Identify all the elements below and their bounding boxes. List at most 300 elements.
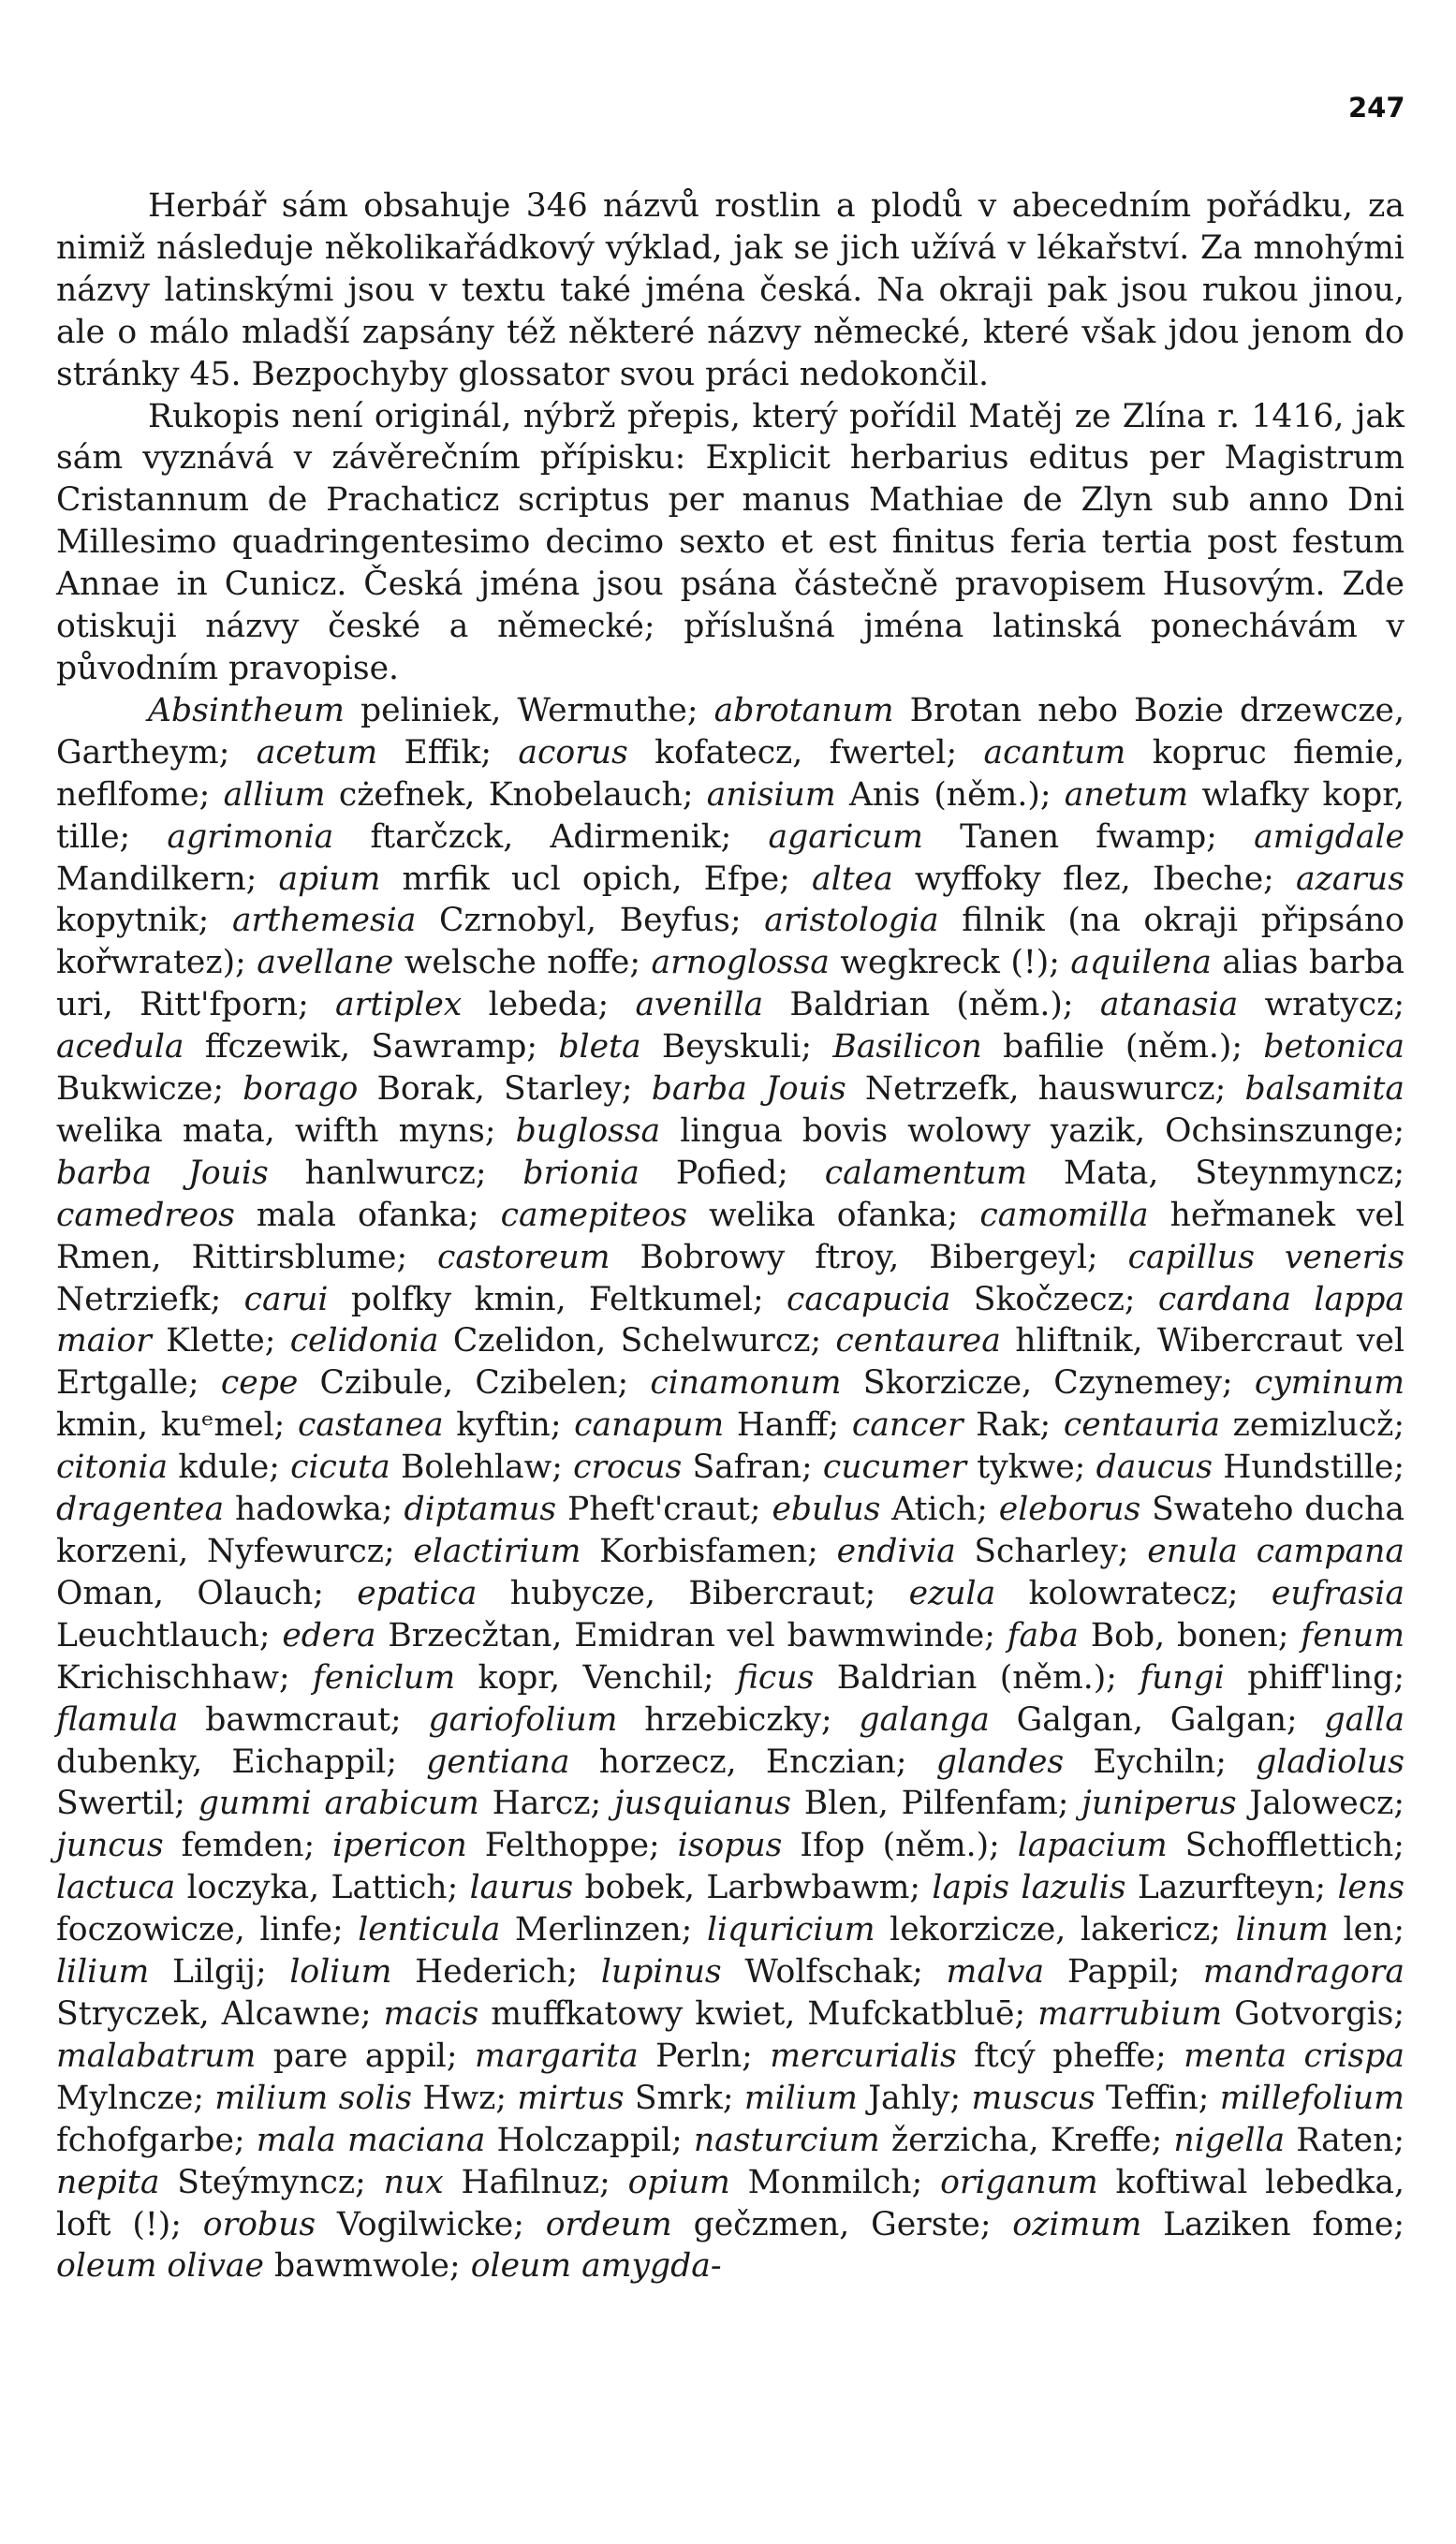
vernacular-names: Effik — [377, 733, 481, 772]
latin-term: acedula — [56, 1028, 184, 1066]
vernacular-names: Harcz — [478, 1785, 591, 1823]
vernacular-names: Hanff — [724, 1406, 829, 1445]
latin-term: azarus — [1295, 860, 1405, 898]
vernacular-names: Anis (něm.) — [835, 775, 1040, 814]
glossary-entry — [517, 2080, 723, 2117]
glossary-entry — [289, 1953, 566, 1991]
glossary-entry — [1018, 1827, 1394, 1864]
latin-term: orobus — [202, 2205, 316, 2243]
latin-term: menta crispa — [1184, 2037, 1405, 2075]
vernacular-names: dubenky, Eichappil — [56, 1743, 387, 1781]
latin-term: amigdale — [1254, 817, 1405, 856]
glossary-entry — [56, 1869, 448, 1906]
latin-term: dragentea — [56, 1491, 225, 1529]
vernacular-names: alias barba uri, Ritt'fporn — [56, 944, 1405, 1024]
latin-term: bleta — [558, 1028, 641, 1066]
glossary-entry — [384, 1995, 1015, 2033]
latin-term: edera — [282, 1616, 376, 1654]
vernacular-names: Jahly — [857, 2079, 950, 2117]
glossary-entry — [936, 1743, 1215, 1781]
latin-term: balsamita — [1244, 1070, 1405, 1109]
latin-term: crocus — [573, 1448, 683, 1487]
latin-term: avenilla — [635, 986, 764, 1024]
vernacular-names: Bobrowy ftroy, Bibergeyl — [610, 1238, 1088, 1276]
glossary-entry — [516, 1112, 1394, 1150]
vernacular-names: lekorzicze, lakericz — [875, 1911, 1211, 1949]
glossary-entry — [56, 1701, 390, 1739]
vernacular-names: Mata, Steynmyncz — [1026, 1154, 1394, 1192]
latin-term: nepita — [56, 2163, 160, 2201]
latin-term: liquricium — [706, 1911, 875, 1949]
vernacular-names: Rak — [963, 1406, 1040, 1445]
latin-term: feniclum — [313, 1658, 456, 1697]
latin-term: abrotanum — [713, 691, 894, 729]
glossary-entry — [1037, 1995, 1393, 2033]
latin-term: centauria — [1063, 1406, 1220, 1445]
glossary-entry — [470, 1869, 910, 1906]
latin-term: cyminum — [1254, 1364, 1405, 1403]
latin-term: aquilena — [1070, 944, 1212, 982]
glossary-entry — [1012, 2206, 1393, 2243]
latin-term: carui — [243, 1280, 329, 1318]
glossary-entry — [1235, 1911, 1393, 1948]
glossary-entry — [357, 1575, 864, 1612]
latin-term: ezula — [908, 1574, 996, 1612]
latin-term: margarita — [474, 2037, 639, 2075]
vernacular-names: Holczappil — [485, 2121, 672, 2159]
vernacular-names: polfky kmin, Feltkumel — [328, 1280, 753, 1318]
latin-term: cepe — [220, 1364, 299, 1403]
latin-term: flamula — [56, 1700, 179, 1739]
glossary-entry — [426, 1743, 896, 1781]
vernacular-names: mrfik ucl opich, Efpe — [380, 860, 780, 898]
latin-term: cardana lappa maior — [56, 1280, 1405, 1360]
glossary-entry — [972, 2080, 1199, 2117]
latin-term: linum — [1235, 1911, 1329, 1949]
glossary-entry — [787, 1281, 1125, 1318]
vernacular-names: Borak, Starley — [358, 1070, 622, 1109]
vernacular-names: Brzecžtan, Emidran vel bawmwinde — [375, 1616, 985, 1654]
latin-term: nux — [383, 2163, 444, 2201]
latin-term: epatica — [357, 1574, 478, 1612]
vernacular-names: Netrziefk — [56, 1280, 211, 1318]
vernacular-names: muffkatowy kwiet, Mufckatbluē — [478, 1994, 1015, 2033]
vernacular-names: Baldrian (něm.) — [814, 1658, 1107, 1697]
latin-term: cinamonum — [650, 1364, 842, 1403]
glossary-entry — [244, 1281, 753, 1318]
vernacular-names: Jalowecz — [1236, 1785, 1394, 1823]
glossary-entry — [437, 1239, 1087, 1276]
vernacular-names: Lilgij — [149, 1953, 256, 1992]
latin-term: centaurea — [835, 1322, 1001, 1360]
vernacular-names: kopruc fiemie, neflfome — [56, 733, 1405, 814]
latin-term: lactuca — [56, 1869, 176, 1907]
glossary-entry — [335, 986, 597, 1023]
vernacular-names: ffczewik, Sawramp — [184, 1028, 527, 1066]
latin-term: milium — [743, 2079, 858, 2117]
glossary-entry — [652, 944, 1050, 981]
glossary-entry — [694, 2122, 1152, 2159]
latin-term: camomilla — [979, 1196, 1149, 1234]
vernacular-names: Skorzicze, Czynemey — [841, 1364, 1223, 1403]
vernacular-names: Hafilnuz — [443, 2163, 600, 2201]
vernacular-names: wegkreck (!) — [829, 944, 1050, 982]
latin-term: lens — [1337, 1869, 1405, 1907]
glossary-entry — [635, 986, 1062, 1023]
vernacular-names: horzecz, Enczian — [569, 1743, 896, 1781]
latin-term: castanea — [298, 1406, 444, 1445]
vernacular-names: Smrk — [624, 2079, 723, 2117]
latin-term: millefolium — [1219, 2079, 1405, 2117]
glossary-entry — [56, 1028, 526, 1066]
vernacular-names: Hundstille — [1212, 1448, 1394, 1487]
latin-term: cacapucia — [787, 1280, 951, 1318]
vernacular-names: Bukwicze — [56, 1070, 213, 1109]
latin-term: enula campana — [1147, 1533, 1405, 1570]
vernacular-names: len — [1328, 1911, 1394, 1949]
glossary-entry — [148, 692, 687, 729]
vernacular-names: Netrzefk, hauswurcz — [846, 1070, 1215, 1109]
glossary-entry — [214, 2080, 495, 2117]
vernacular-names: Ifop (něm.) — [782, 1827, 990, 1865]
glossary-entry — [290, 1448, 552, 1486]
vernacular-names: bawmcraut — [178, 1700, 391, 1739]
latin-term: barba Jouis — [651, 1070, 846, 1109]
vernacular-names: Bob, bonen — [1078, 1616, 1278, 1654]
vernacular-names: ftarčzck, Adirmenik — [333, 817, 721, 856]
glossary-entry — [221, 1364, 618, 1402]
latin-term: arnoglossa — [651, 944, 830, 982]
vernacular-names: wlafky kopr, tille — [56, 775, 1405, 856]
vernacular-names: Atich — [880, 1491, 978, 1529]
glossary-entry — [852, 1406, 1040, 1444]
glossary-entry — [823, 1448, 1075, 1486]
vernacular-names: filnik (na okraji připsáno kořwratez) — [56, 902, 1405, 982]
intro-paragraphs — [56, 185, 1405, 690]
glossary-entry — [1140, 1659, 1393, 1697]
vernacular-names: Vogilwicke — [316, 2205, 514, 2243]
latin-term: muscus — [971, 2079, 1096, 2117]
vernacular-names: Mandilkern — [56, 860, 246, 898]
latin-term: lilium — [56, 1953, 150, 1992]
vernacular-names: gečzmen, Gerste — [671, 2205, 980, 2243]
vernacular-names: bawmwole — [263, 2247, 450, 2286]
glossary-entry — [574, 1406, 828, 1444]
latin-term: origanum — [940, 2163, 1098, 2201]
glossary-entry — [167, 818, 720, 856]
latin-term: mercurialis — [770, 2037, 957, 2075]
vernacular-names: welsche noffe — [393, 944, 630, 982]
latin-term: mandragora — [1202, 1953, 1405, 1992]
vernacular-names: hliftnik, Wibercraut vel Ertgalle — [56, 1322, 1405, 1403]
glossary-entry — [257, 734, 481, 772]
glossary-entry — [1096, 1448, 1394, 1486]
vernacular-names: Gotvorgis — [1222, 1994, 1394, 2033]
latin-term: calamentum — [824, 1154, 1027, 1192]
latin-term: oleum olivae — [56, 2247, 264, 2286]
latin-term: altea — [812, 860, 893, 898]
glossary-entry — [56, 2164, 355, 2201]
latin-term: elactirium — [413, 1533, 581, 1570]
latin-term: marrubium — [1037, 1994, 1223, 2033]
vernacular-names: Perln — [638, 2037, 743, 2075]
glossary-entry — [518, 734, 946, 772]
glossary-entry — [678, 1827, 990, 1864]
latin-term: daucus — [1096, 1448, 1213, 1487]
vernacular-names: Blen, Pilfenfam — [790, 1785, 1058, 1823]
vernacular-names: femden — [163, 1827, 304, 1865]
vernacular-names: hrzebiczky — [617, 1700, 821, 1739]
latin-term: fungi — [1140, 1658, 1225, 1697]
vernacular-names: Swertil — [56, 1785, 175, 1823]
vernacular-names: loczyka, Lattich — [175, 1869, 448, 1907]
glossary-entry — [652, 1070, 1215, 1108]
latin-term: eleborus — [998, 1491, 1141, 1529]
glossary-entry — [522, 1154, 777, 1192]
latin-term: citonia — [56, 1448, 169, 1487]
latin-term: gladiolus — [1256, 1743, 1405, 1781]
latin-term: ebulus — [772, 1491, 881, 1529]
vernacular-names: Swateho ducha korzeni, Nyfewurcz — [56, 1491, 1405, 1570]
latin-term: celidonia — [289, 1322, 439, 1360]
vernacular-names: welika mata, wifth myns — [56, 1111, 485, 1150]
latin-term: diptamus — [404, 1491, 557, 1529]
latin-term: macis — [383, 1994, 479, 2033]
latin-term: agaricum — [768, 817, 923, 856]
latin-term: aristologia — [764, 902, 939, 940]
vernacular-names: Scharley — [955, 1533, 1118, 1570]
vernacular-names: Felthoppe — [466, 1827, 650, 1865]
latin-term: arthemesia — [231, 902, 417, 940]
vernacular-names: Raten — [1285, 2121, 1394, 2159]
latin-term: nasturcium — [693, 2121, 880, 2159]
vernacular-names: ftcý pheffe — [956, 2037, 1156, 2075]
glossary-entry — [257, 2122, 671, 2159]
vernacular-names: kofatecz, fwertel — [627, 733, 947, 772]
vernacular-names: Czrnobyl, Beyfus — [416, 902, 730, 940]
glossary-entry — [475, 2037, 742, 2075]
vernacular-names: cżefnek, Knobelauch — [325, 775, 683, 814]
glossary-entry — [224, 776, 683, 814]
latin-term: gummi arabicum — [198, 1785, 479, 1823]
latin-term: gariofolium — [428, 1700, 618, 1739]
vernacular-names: foczowicze, linfe — [56, 1911, 332, 1949]
latin-term: atanasia — [1099, 986, 1239, 1024]
glossary-entry — [243, 1070, 622, 1108]
glossary-entry — [501, 1197, 948, 1234]
vernacular-names: lingua bovis wolowy yazik, Ochsinszunge — [660, 1111, 1394, 1150]
glossary-entry — [947, 1953, 1169, 1991]
glossary-entry — [772, 1491, 977, 1528]
glossary-entry — [56, 1491, 382, 1528]
glossary-entry — [56, 2247, 449, 2285]
latin-term: mala maciana — [256, 2121, 486, 2159]
vernacular-names: kopytnik — [56, 902, 199, 940]
latin-term: galla — [1324, 1700, 1405, 1739]
latin-term: glandes — [935, 1743, 1065, 1781]
vernacular-names: Skočzecz — [950, 1280, 1125, 1318]
latin-term: capillus veneris — [1127, 1238, 1405, 1276]
latin-term: malva — [946, 1953, 1045, 1992]
vernacular-names: Tanen fwamp — [922, 817, 1207, 856]
latin-term: ozimum — [1012, 2205, 1142, 2243]
latin-term: gentiana — [426, 1743, 570, 1781]
vernacular-names: Eychiln — [1064, 1743, 1216, 1781]
glossary-entry — [413, 1533, 807, 1570]
glossary-entry — [404, 1491, 750, 1528]
vernacular-names: Lazurfteyn — [1125, 1869, 1316, 1907]
vernacular-names: Pofied — [639, 1154, 778, 1192]
latin-term: eufrasia — [1271, 1574, 1405, 1612]
latin-term: jusquianus — [613, 1785, 791, 1823]
latin-term: milium solis — [214, 2079, 413, 2117]
latin-term: endivia — [836, 1533, 956, 1570]
latin-term: cucumer — [822, 1448, 966, 1487]
glossary-entry — [298, 1406, 551, 1444]
latin-term: avellane — [257, 944, 394, 982]
glossary-entry — [279, 860, 780, 898]
glossary-entry — [313, 1659, 703, 1697]
latin-term: anisium — [706, 775, 836, 814]
glossary-entry — [56, 1154, 476, 1192]
latin-term: brionia — [522, 1154, 640, 1192]
latin-term: artiplex — [335, 986, 463, 1024]
vernacular-names: kyftin — [443, 1406, 551, 1445]
vernacular-names: welika ofanka — [687, 1196, 948, 1234]
vernacular-names: Beyskuli — [640, 1028, 802, 1066]
vernacular-names: bafilie (něm.) — [981, 1028, 1232, 1066]
latin-term: camedreos — [56, 1196, 235, 1234]
latin-term: Basilicon — [832, 1028, 982, 1066]
vernacular-names: bobek, Larbwbawm — [573, 1869, 910, 1907]
vernacular-names: hubycze, Bibercraut — [477, 1574, 865, 1612]
latin-term: acantum — [983, 733, 1126, 772]
glossary-paragraph: Absintheum peliniek, Wermuthe; abrotanum Brotan nebo Bozie drzewcze, Gartheym; acetum Effik; acorus kofatecz, fwertel; acantum kopruc fiemie, neflfome; allium cżefnek, Knobelauch; anisium Anis (něm.); anetum wlafky kopr, tille; agrimonia ftarčzck, Adirmenik; agaricum Tanen fwamp; amigdale Mandilkern; apium mrfik ucl opich, Efpe; altea wyffoky flez, Ibeche; azarus kopytnik; arthemesia Czrnobyl, Beyfus; aristologia filnik (na okraji připsáno kořwratez); avellane welsche noffe; arnoglossa wegkreck (!); aquilena alias barba uri, Ritt'fporn; artiplex lebeda; avenilla Baldrian (něm.); atanasia wratycz; acedula ffczewik, Sawramp; bleta Beyskuli; Basilicon bafilie (něm.); betonica Bukwicze; borago Borak, Starley; barba Jouis Netrzefk, hauswurcz; balsamita welika mata, wifth myns; buglossa lingua bovis wolowy yazik, Ochsinszunge; barba Jouis hanlwurcz; brionia Pofied; calamentum Mata, Steynmyncz; camedreos mala ofanka; camepiteos welika ofanka; camomilla heřmanek vel Rmen, Rittirsblume; castoreum Bobrowy ftroy, Bibergeyl; capillus veneris Netrziefk; carui polfky kmin, Feltkumel; cacapucia Skočzecz; cardana lappa maior Klette; celidonia Czelidon, Schelwurcz; centaurea hliftnik, Wibercraut vel Ertgalle; cepe Czibule, Czibelen; cinamonum Skorzicze, Czynemey; cyminum kmin, kuᵉmel; castanea kyftin; canapum Hanff; cancer Rak; centauria zemizlucž; citonia kdule; cicuta Bolehlaw; crocus Safran; cucumer tykwe; daucus Hundstille; dragentea hadowka; diptamus Pheft'craut; ebulus Atich; eleborus Swateho ducha korzeni, Nyfewurcz; elactirium Korbisfamen; endivia Scharley; enula campana Oman, Olauch; epatica hubycze, Bibercraut; ezula kolowratecz; eufrasia Leuchtlauch; edera Brzecžtan, Emidran vel bawmwinde; faba Bob, bonen; fenum Krichischhaw; feniclum kopr, Venchil; ficus Baldrian (něm.); fungi phiff'ling; flamula bawmcraut; gariofolium hrzebiczky; galanga Galgan, Galgan; galla dubenky, Eichappil; gentiana horzecz, Enczian; glandes Eychiln; gladiolus Swertil; gummi arabicum Harcz; jusquianus Blen, Pilfenfam; juniperus Jalowecz; juncus femden; ipericon Felthoppe; isopus Ifop (něm.); lapacium Schofflettich; lactuca loczyka, Lattich; laurus bobek, Larbwbawm; lapis lazulis Lazurfteyn; lens foczowicze, linfe; lenticula Merlinzen; liquricium lekorzicze, lakericz; linum len; lilium Lilgij; lolium Hederich; lupinus Wolfschak; malva Pappil; mandragora Stryczek, Alcawne; macis muffkatowy kwiet, Mufckatbluē; marrubium Gotvorgis; malabatrum pare appil; margarita Perln; mercurialis ftcý pheffe; menta crispa Mylncze; milium solis Hwz; mirtus Smrk; milium Jahly; muscus Teffin; millefolium fchofgarbe; mala maciana Holczappil; nasturcium žerzicha, Kreffe; nigella Raten; nepita Steýmyncz; nux Hafilnuz; opium Monmilch; origanum koftiwal lebedka, loft (!); orobus Vogilwicke; ordeum gečzmen, Gerste; ozimum Laziken fome; oleum olivae bawmwole; oleum amygda- — [56, 691, 1405, 2286]
glossary-entry — [909, 1575, 1228, 1612]
glossary-entry — [707, 776, 1040, 814]
glossary-entry — [257, 944, 629, 981]
intro-paragraph: Herbář sám obsahuje 346 názvů rostlin a plodů v abecedním pořádku, za nimiž následuje několikařádkový výklad, jak se jich užívá v lékařství. Za mnohými názvy latinskými jsou v textu také jména česká. Na okraji pak jsou rukou jinou, ale o málo mladší zapsány též některé názvy německé, které však jdou jenom do stránky 45. Bezpochyby glossator svou práci nedokončil. — [56, 187, 1405, 393]
latin-term: ficus — [736, 1658, 815, 1697]
vernacular-names: Steýmyncz — [159, 2163, 356, 2201]
vernacular-names: Klette — [151, 1322, 265, 1360]
latin-term: betonica — [1263, 1028, 1405, 1066]
glossary-entry — [601, 1953, 912, 1991]
vernacular-names: Czelidon, Schelwurcz — [438, 1322, 811, 1360]
vernacular-names: wratycz — [1238, 986, 1394, 1024]
glossary-entry — [628, 2164, 912, 2201]
glossary-entry — [56, 1448, 269, 1486]
glossary-entry — [573, 1448, 802, 1486]
glossary-entry — [707, 1911, 1210, 1948]
glossary-entry — [932, 1869, 1315, 1906]
glossary-entry — [825, 1154, 1394, 1192]
latin-term: borago — [243, 1070, 359, 1109]
latin-term: castoreum — [437, 1238, 610, 1276]
vernacular-names: kolowratecz — [995, 1574, 1228, 1612]
vernacular-names: Leuchtlauch — [56, 1616, 259, 1654]
latin-term: lapis lazulis — [932, 1869, 1126, 1907]
latin-term: laurus — [469, 1869, 574, 1907]
vernacular-names: Oman, Olauch — [56, 1574, 314, 1612]
latin-term: fenum — [1301, 1616, 1405, 1654]
glossary-entry — [744, 2080, 950, 2117]
latin-term: ordeum — [545, 2205, 672, 2243]
vernacular-names: phiff'ling — [1224, 1658, 1394, 1697]
vernacular-names: kdule — [168, 1448, 270, 1487]
glossary-entry — [56, 1827, 304, 1864]
glossary-entry — [812, 860, 1263, 898]
latin-term: opium — [627, 2163, 730, 2201]
glossary-entry — [859, 1701, 1287, 1739]
vernacular-names: peliniek, Wermuthe — [344, 691, 687, 729]
vernacular-names: fchofgarbe — [56, 2121, 234, 2159]
latin-term: galanga — [859, 1700, 990, 1739]
latin-term: Absintheum — [148, 691, 345, 729]
glossary-entry — [1173, 2122, 1393, 2159]
vernacular-names: Monmilch — [729, 2163, 912, 2201]
glossary-entry — [358, 1911, 681, 1948]
latin-term: juniperus — [1081, 1785, 1237, 1823]
vernacular-names: Brotan nebo Bozie drzewcze, Gartheym — [56, 691, 1405, 772]
vernacular-names: Hederich — [391, 1953, 567, 1992]
glossary-entry — [232, 902, 730, 939]
vernacular-names: tykwe — [965, 1448, 1075, 1487]
glossary-entry — [384, 2164, 600, 2201]
vernacular-names: Galgan, Galgan — [989, 1700, 1287, 1739]
glossary-entry — [56, 1953, 256, 1991]
latin-term: mirtus — [517, 2079, 625, 2117]
vernacular-names: Wolfschak — [721, 1953, 913, 1992]
latin-term: agrimonia — [167, 817, 334, 856]
vernacular-names: hanlwurcz — [268, 1154, 476, 1192]
latin-term: juncus — [56, 1827, 164, 1865]
latin-term: canapum — [574, 1406, 725, 1445]
vernacular-names: Korbisfamen — [581, 1533, 808, 1570]
vernacular-names: kopr, Venchil — [455, 1658, 703, 1697]
glossary-entry — [1081, 1785, 1393, 1822]
vernacular-names: Krichischhaw — [56, 1658, 279, 1697]
page-number: 247 — [1348, 92, 1405, 124]
latin-term: buglossa — [515, 1111, 661, 1150]
vernacular-names: mala ofanka — [234, 1196, 469, 1234]
latin-term: acetum — [256, 733, 378, 772]
latin-term: acorus — [518, 733, 628, 772]
glossary-entry — [737, 1659, 1106, 1697]
glossary-entry — [546, 2206, 980, 2243]
glossary-entry — [471, 2247, 722, 2285]
glossary-entry — [614, 1785, 1058, 1822]
latin-term: ipericon — [332, 1827, 467, 1865]
latin-term: camepiteos — [500, 1196, 688, 1234]
vernacular-names: Mylncze — [56, 2079, 194, 2117]
vernacular-names: pare appil — [256, 2037, 447, 2075]
latin-term: malabatrum — [56, 2037, 257, 2075]
vernacular-names: Baldrian (něm.) — [763, 986, 1063, 1024]
vernacular-names: koftiwal lebedka, loft (!) — [56, 2163, 1405, 2243]
glossary-entry — [1100, 986, 1394, 1023]
vernacular-names: hadowka — [224, 1491, 382, 1529]
latin-term: isopus — [677, 1827, 783, 1865]
vernacular-names: Hwz — [412, 2079, 496, 2117]
latin-term: cicuta — [290, 1448, 390, 1487]
latin-term: lolium — [289, 1953, 392, 1992]
latin-term: lupinus — [600, 1953, 722, 1992]
latin-term: faba — [1007, 1616, 1079, 1654]
latin-term: cancer — [851, 1406, 963, 1445]
vernacular-names: Teffin — [1095, 2079, 1199, 2117]
vernacular-names: zemizlucž — [1219, 1406, 1394, 1445]
